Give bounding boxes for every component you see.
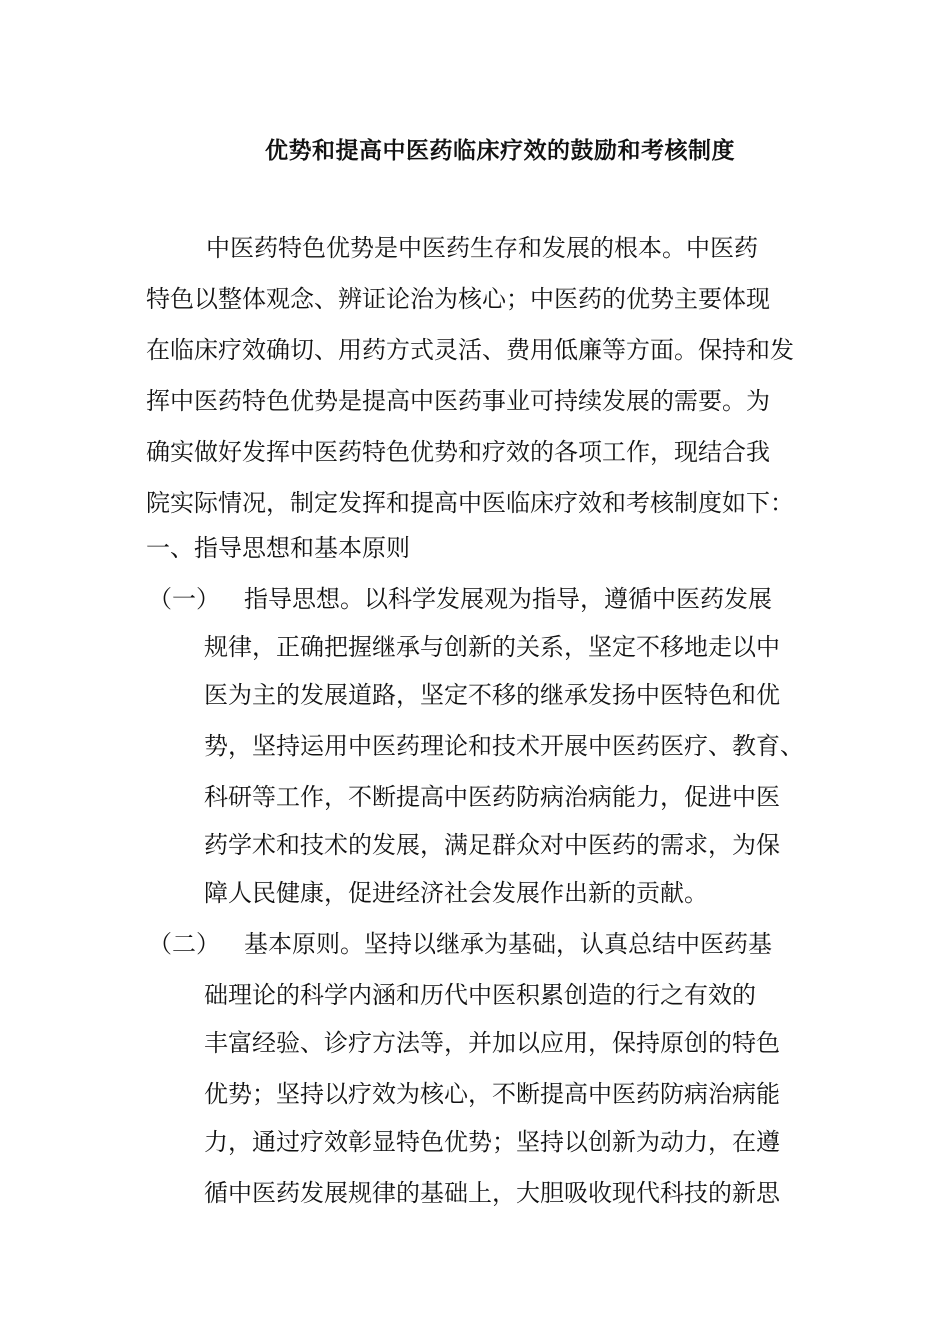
item-line: 础理论的科学内涵和历代中医积累创造的行之有效的 — [204, 981, 756, 1009]
item-line: 丰富经验、诊疗方法等，并加以应用，保持原创的特色 — [204, 1029, 780, 1057]
item-line: 循中医药发展规律的基础上，大胆吸收现代科技的新思 — [204, 1179, 780, 1207]
intro-line: 确实做好发挥中医药特色优势和疗效的各项工作，现结合我 — [146, 438, 770, 466]
item-line: 科研等工作，不断提高中医药防病治病能力，促进中医 — [204, 783, 780, 811]
item-line: 医为主的发展道路，坚定不移的继承发扬中医特色和优 — [204, 681, 780, 709]
item-line: 障人民健康，促进经济社会发展作出新的贡献。 — [204, 879, 708, 907]
intro-line: 特色以整体观念、辨证论治为核心；中医药的优势主要体现 — [146, 285, 770, 313]
item-line: 指导思想。以科学发展观为指导，遵循中医药发展 — [244, 585, 772, 613]
section-heading: 一、指导思想和基本原则 — [146, 534, 410, 562]
intro-line: 中医药特色优势是中医药生存和发展的根本。中医药 — [206, 234, 758, 262]
document-title: 优势和提高中医药临床疗效的鼓励和考核制度 — [265, 138, 735, 164]
item-line: 基本原则。坚持以继承为基础，认真总结中医药基 — [244, 930, 772, 958]
intro-line: 挥中医药特色优势是提高中医药事业可持续发展的需要。为 — [146, 387, 770, 415]
item-line: 药学术和技术的发展，满足群众对中医药的需求，为保 — [204, 831, 780, 859]
item-marker: （二） — [148, 930, 220, 958]
intro-line: 在临床疗效确切、用药方式灵活、费用低廉等方面。保持和发 — [146, 336, 794, 364]
item-line: 优势；坚持以疗效为核心，不断提高中医药防病治病能 — [204, 1080, 780, 1108]
item-line: 规律，正确把握继承与创新的关系，坚定不移地走以中 — [204, 633, 780, 661]
item-line: 力，通过疗效彰显特色优势；坚持以创新为动力，在遵 — [204, 1128, 780, 1156]
intro-line: 院实际情况，制定发挥和提高中医临床疗效和考核制度如下： — [146, 489, 794, 517]
item-marker: （一） — [148, 585, 220, 613]
item-line: 势，坚持运用中医药理论和技术开展中医药医疗、教育、 — [204, 732, 804, 760]
